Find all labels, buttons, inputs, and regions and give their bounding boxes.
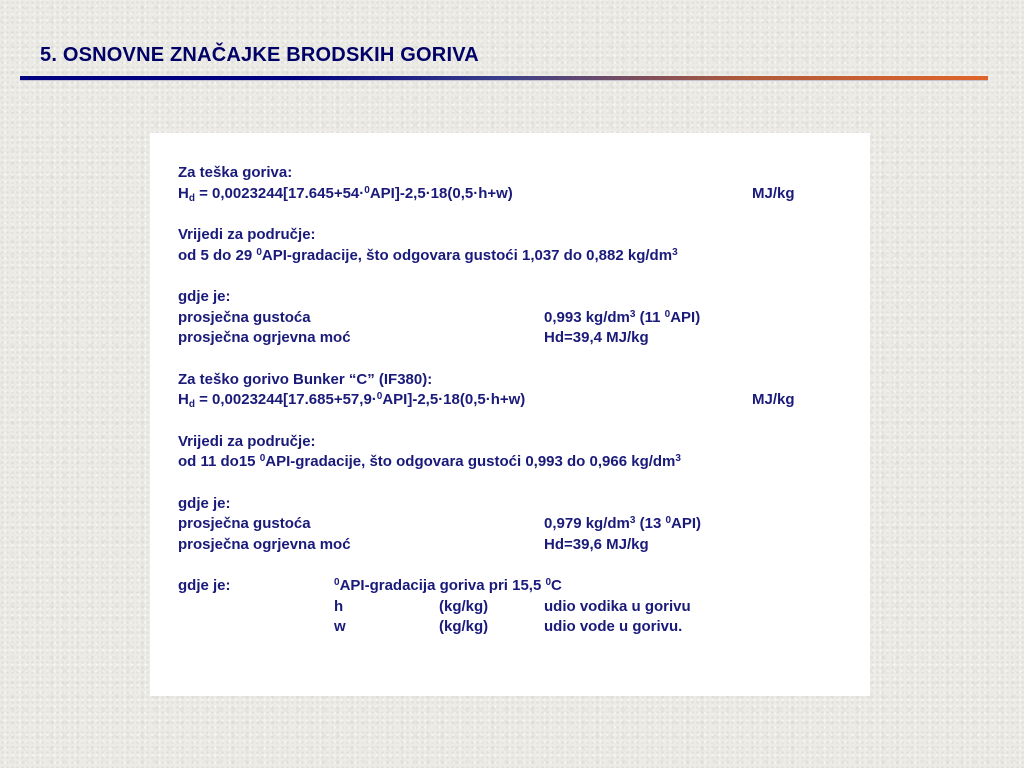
- title-underline-shadow: [20, 80, 988, 81]
- valid-range-heading: Vrijedi za područje:: [178, 432, 316, 450]
- legend-unit: (kg/kg): [439, 618, 489, 635]
- average-heat-value-row: prosječna ogrjevna moć Hd=39,6 MJ/kg: [178, 535, 848, 556]
- average-heat-value-row: prosječna ogrjevna moć Hd=39,4 MJ/kg: [178, 328, 848, 349]
- where-label: gdje je:: [178, 494, 231, 512]
- formula-expression: $H_d = 0,0023244[17.645+54\cdot^0API]-2,5\cdot 18(0,5\cdot h+w)$: [178, 184, 513, 204]
- api-definition: $^0$API-gradacija goriva pri 15,5 $^0$C: [334, 577, 562, 594]
- legend-unit: (kg/kg): [439, 597, 489, 615]
- legend-description: udio vode u gorivu.: [544, 618, 683, 635]
- legend-description: udio vodika u gorivu: [544, 597, 691, 615]
- legend-symbol: w: [334, 618, 346, 635]
- legend-w-row: [178, 617, 848, 638]
- formula-expression: $H_d = 0,0023244[17.685+57,9\cdot^0API]-2,5\cdot 18(0,5\cdot h+w)$: [178, 391, 526, 410]
- heavy-fuel-heading: Za teška goriva:: [178, 164, 293, 181]
- average-heat-value: Hd=39,6 MJ/kg: [544, 535, 649, 553]
- valid-range-heading: Vrijedi za područje:: [178, 226, 316, 243]
- formula-text: [178, 163, 848, 638]
- heavy-fuel-formula: [178, 184, 848, 205]
- average-density-value: 0,979 $kg/dm^3$ (13 $^0$API): [544, 515, 702, 532]
- average-density-row: prosječna gustoća 0,979 $kg/dm^3$ (13 $^0$API): [178, 514, 848, 535]
- legend-symbol: h: [334, 597, 344, 615]
- average-density-value: 0,993 $kg/dm^3$ (11 $^0$API): [544, 308, 701, 326]
- legend-h-row: [178, 597, 848, 618]
- slide-title: 5. OSNOVNE ZNAČAJKE BRODSKIH GORIVA: [40, 44, 479, 66]
- valid-range-text: od 11 do15 $^0$API-gradacije, što odgovara gustoći 0,993 do 0,966 $kg/dm^3$: [178, 453, 681, 470]
- average-heat-value: Hd=39,4 MJ/kg: [544, 329, 649, 346]
- valid-range-text: od 5 do 29 $^0$API-gradacije, što odgovara gustoći 1,037 do 0,882 $kg/dm^3$: [178, 246, 678, 264]
- where-label: gdje je:: [178, 288, 231, 305]
- content-panel: [150, 133, 870, 696]
- legend-api-row: gdje je: $^0$API-gradacija goriva pri 15,5 $^0$C: [178, 576, 848, 597]
- title-underline: [20, 76, 988, 82]
- formula-unit: MJ/kg: [752, 184, 795, 202]
- formula-unit: MJ/kg: [752, 391, 795, 408]
- bunker-c-formula: [178, 390, 848, 411]
- bunker-c-heading: Za teško gorivo Bunker “C” (IF380):: [178, 370, 433, 388]
- average-density-row: prosječna gustoća 0,993 $kg/dm^3$ (11 $^0$API): [178, 308, 848, 329]
